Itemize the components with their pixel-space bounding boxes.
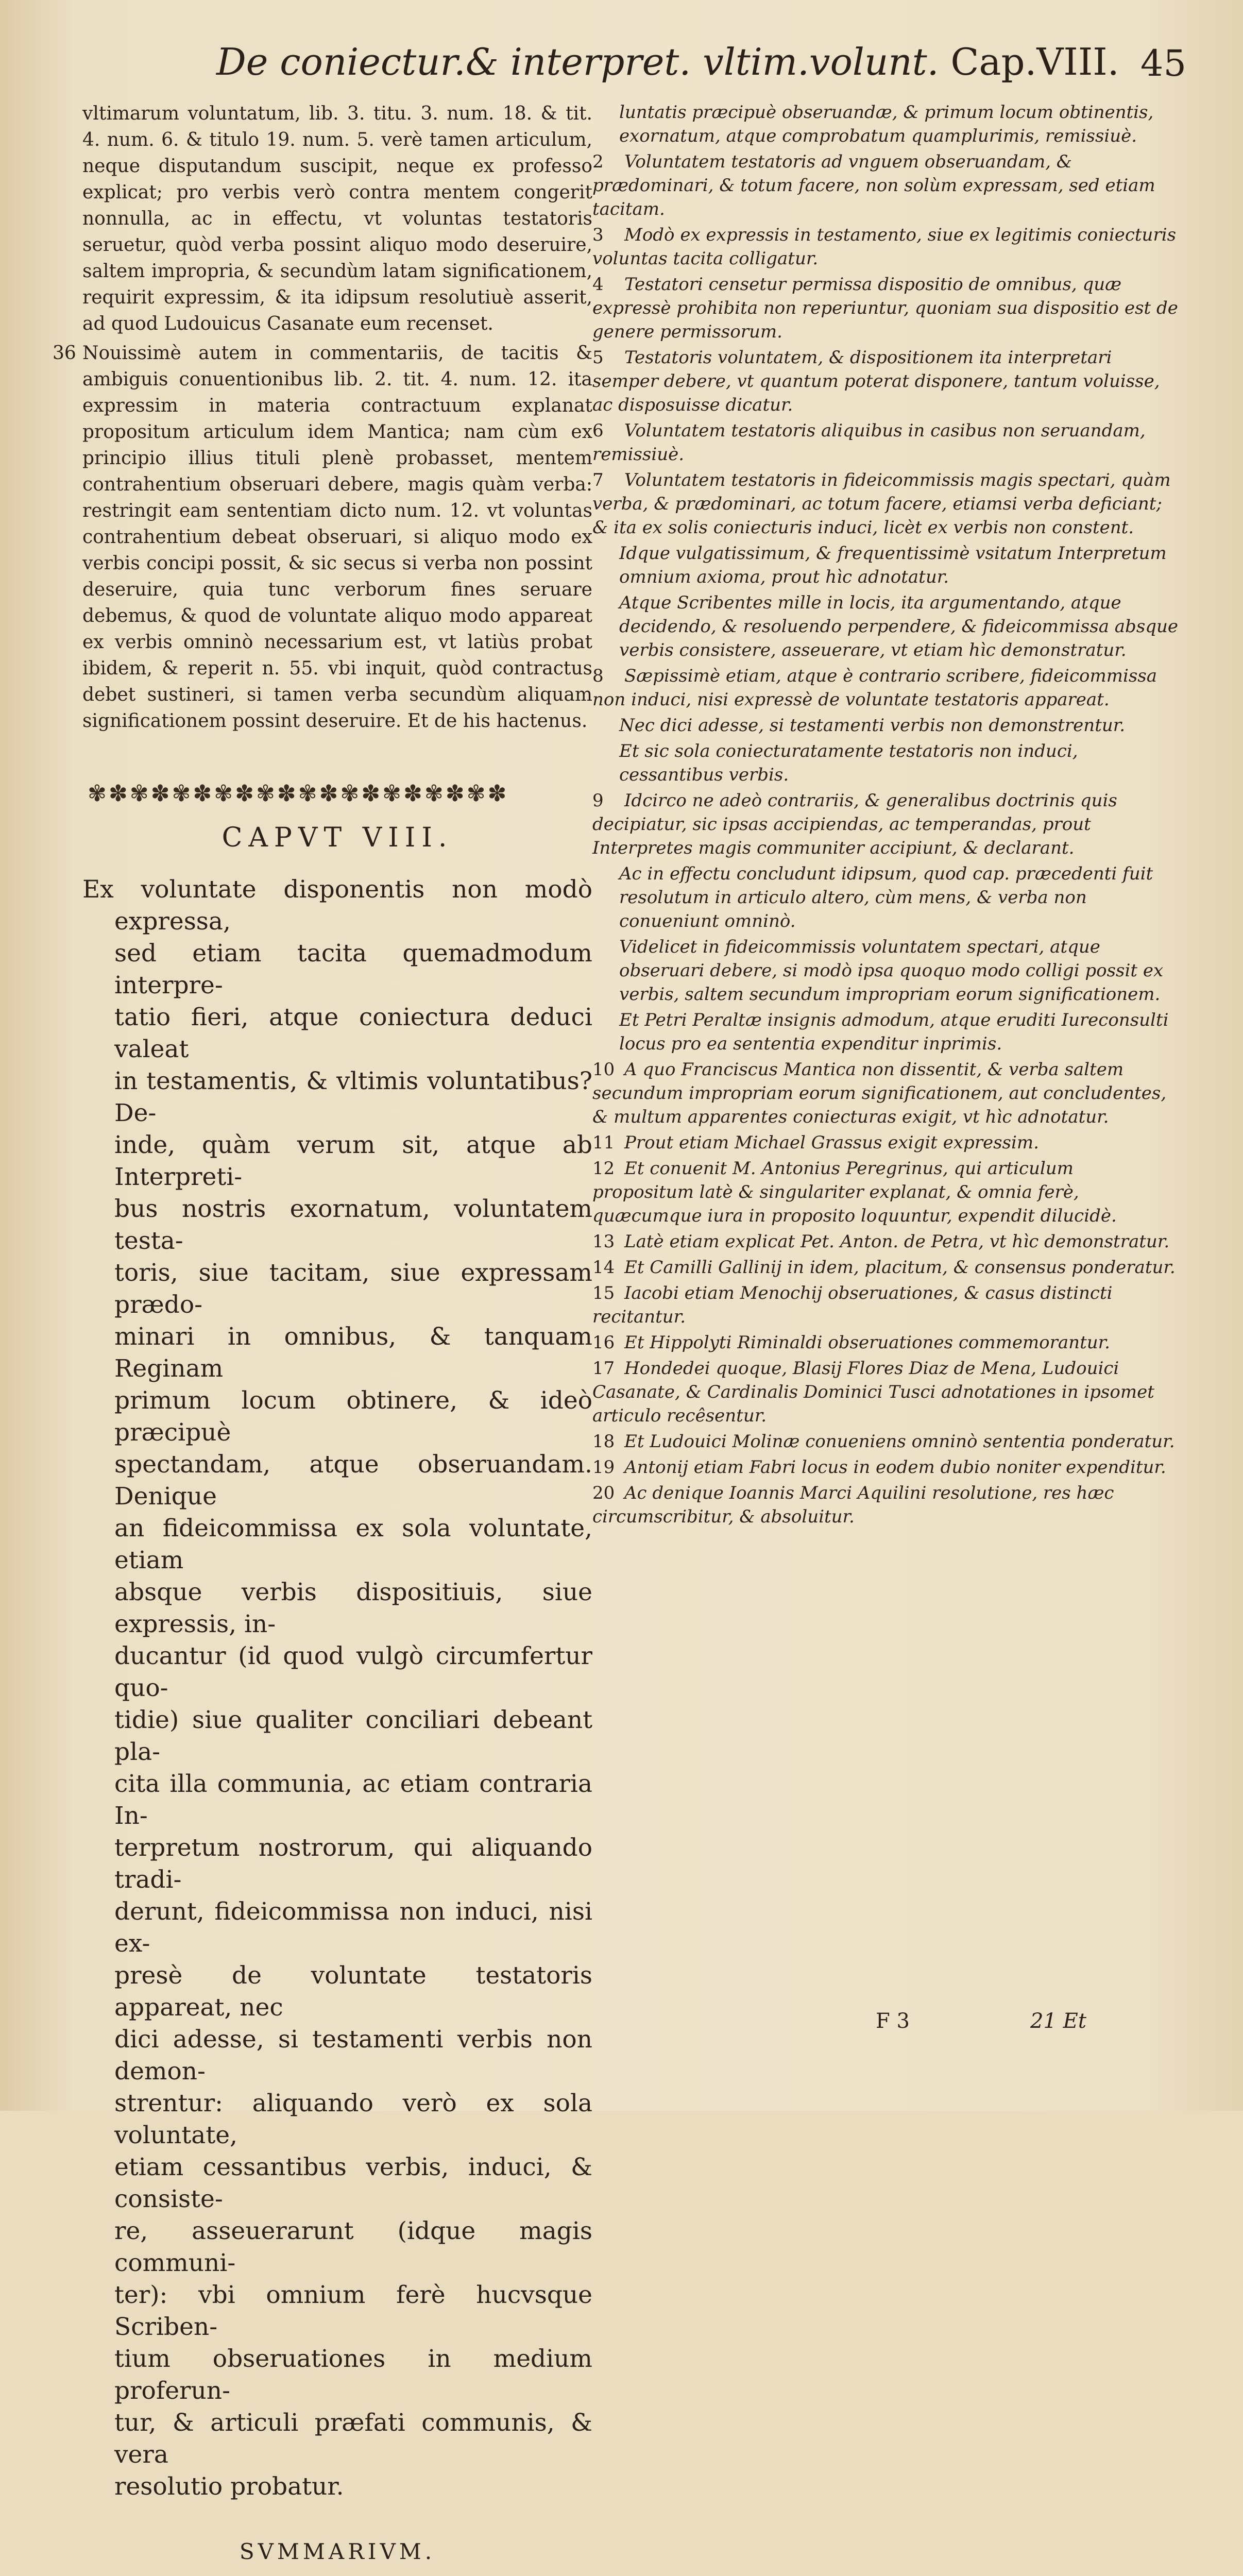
argument-line: presè de voluntate testatoris appareat, nec — [114, 1961, 592, 2022]
summary-item — [592, 1357, 1180, 1428]
summary-item-number: 9 — [592, 790, 604, 811]
summary-item — [592, 1455, 1180, 1479]
summary-item-text: A quo Franciscus Mantica non dissentit, & verba saltem secundum impropriam eorum significationem, aut concludentes, & multum apparentes coniecturas exigit, vt hìc adnotatur. — [592, 1059, 1167, 1127]
summary-item-text: Sæpissimè etiam, atque è contrario scribere, fideicommissa non induci, nisi expressè de voluntate testatoris appareat. — [592, 666, 1157, 710]
argument-line: tium obseruationes in medium proferun- — [114, 2345, 592, 2405]
argument-line: Ex voluntate disponentis non modò expressa, — [82, 875, 592, 936]
summary-item-text: Et conuenit M. Antonius Peregrinus, qui articulum propositum latè & singulariter explanat, & omnia ferè, quæcumque iura in proposito loquuntur, expendit dilucidè. — [592, 1158, 1117, 1226]
summary-item-number: 12 — [592, 1158, 615, 1179]
argument-line: minari in omnibus, & tanquam Reginam — [114, 1323, 592, 1383]
running-header — [216, 40, 1119, 97]
summary-item-text: Voluntatem testatoris ad vnguem obseruandam, & prædominari, & totum facere, non solùm expressam, sed etiam tacitam. — [592, 151, 1155, 219]
summary-item-text: Modò ex expressis in testamento, siue ex legitimis coniecturis voluntas tacita colligatur. — [592, 225, 1177, 269]
summary-item — [592, 1131, 1180, 1155]
argument-line: tatio fieri, atque coniectura deduci valeat — [114, 1003, 592, 1063]
summary-item — [592, 789, 1180, 860]
summary-item — [592, 1281, 1180, 1329]
summary-item-text: Voluntatem testatoris aliquibus in casibus non seruandam, remissiuè. — [592, 420, 1146, 465]
summary-item-text: Et Petri Peraltæ insignis admodum, atque eruditi Iureconsulti locus pro ea sententia expenditur inprimis. — [619, 1010, 1169, 1054]
summary-item-number: 18 — [592, 1431, 615, 1452]
summary-item-number: 3 — [592, 225, 604, 245]
summary-item-number: 19 — [592, 1457, 615, 1478]
summary-item-number: 4 — [592, 274, 604, 295]
summary-item-text: Et sic sola coniecturatamente testatoris non induci, cessantibus verbis. — [619, 741, 1078, 785]
signature-mark: F 3 — [876, 2009, 910, 2033]
summary-item-text: Atque Scribentes mille in locis, ita argumentando, atque decidendo, & resoluendo perpendere, & fideicommissa absque verbis consistere, asseuerare, vt etiam hìc demonstratur. — [619, 592, 1179, 660]
summary-list-right — [592, 100, 1180, 1531]
summary-item — [592, 862, 1180, 933]
argument-line: bus nostris exornatum, voluntatem testa- — [114, 1195, 592, 1255]
summary-item — [592, 1331, 1180, 1354]
summary-item — [592, 419, 1180, 466]
argument-line: in testamentis, & vltimis voluntatibus? De- — [114, 1067, 592, 1127]
argument-line: resolutio probatur. — [114, 2472, 344, 2501]
summary-item-number: 2 — [592, 151, 604, 172]
summary-item-number: 13 — [592, 1231, 615, 1252]
summary-item — [592, 664, 1180, 711]
summary-item-number: 5 — [592, 347, 604, 368]
summary-item-text: Et Camilli Gallinij in idem, placitum, & consensus ponderatur. — [624, 1257, 1176, 1278]
argument-line: primum locum obtinere, & ideò præcipuè — [114, 1386, 592, 1447]
argument-line: derunt, fideicommissa non induci, nisi ex- — [114, 1897, 592, 1958]
summary-item — [592, 346, 1180, 417]
summary-item — [592, 739, 1180, 787]
summary-item — [592, 468, 1180, 539]
catchword: 21 Et — [1030, 2009, 1086, 2033]
summary-item-number: 11 — [592, 1132, 615, 1153]
argument-line: an fideicommissa ex sola voluntate, etiam — [114, 1514, 592, 1574]
decorative-ornament-band: ✾✽✾✽✾✽✾✽✾✽✾✽✾✽✾✽✾✽✾✽ — [88, 781, 509, 807]
summary-item — [592, 223, 1180, 270]
argument-line: ter): vbi omnium ferè hucvsque Scriben- — [114, 2281, 592, 2341]
argument-line: strentur: aliquando verò ex sola voluntate, — [114, 2089, 592, 2149]
paragraph-36 — [53, 340, 592, 734]
argument-line: etiam cessantibus verbis, induci, & consiste- — [114, 2153, 592, 2213]
summary-item — [592, 273, 1180, 344]
summary-item — [592, 150, 1180, 221]
summary-item-number: 10 — [592, 1059, 615, 1080]
summary-item — [592, 591, 1180, 662]
summary-item-number: 8 — [592, 666, 604, 686]
argument-line: dici adesse, si testamenti verbis non demon- — [114, 2025, 592, 2086]
summary-item-text: luntatis præcipuè obseruandæ, & primum locum obtinentis, exornatum, atque comprobatum quamplurimis, remissiuè. — [619, 102, 1154, 146]
summary-item-text: Ac in effectu concludunt idipsum, quod cap. præcedenti fuit resolutum in articulo altero, cùm mens, & verba non conueniunt omninò. — [619, 863, 1153, 931]
summary-item-text: Iacobi etiam Menochij obseruationes, & casus distincti recitantur. — [592, 1283, 1113, 1327]
paragraph-number: 36 — [53, 343, 76, 364]
summary-item-text: Testatori censetur permissa dispositio de omnibus, quæ expressè prohibita non reperiuntur, quoniam sua dispositio est de genere permissorum. — [592, 274, 1178, 342]
summary-item — [592, 100, 1180, 148]
summary-item-text: Prout etiam Michael Grassus exigit expressim. — [624, 1132, 1039, 1153]
summary-item — [592, 1256, 1180, 1279]
header-chapter: Cap.VIII. — [950, 40, 1119, 83]
left-column — [53, 100, 592, 2576]
argument-line: cita illa communia, ac etiam contraria In- — [114, 1770, 592, 1830]
argument-line: sed etiam tacita quemadmodum interpre- — [114, 939, 592, 999]
summary-item-text: Videlicet in fideicommissis voluntatem spectari, atque obseruari debere, si modò ipsa quoquo modo colligi possit ex verbis, saltem secundum impropriam eorum significationem. — [619, 937, 1164, 1005]
summary-item-text: Ac denique Ioannis Marci Aquilini resolutione, res hæc circumscribitur, & absoluitur. — [592, 1483, 1114, 1527]
paragraph-continuation: vltimarum voluntatum, lib. 3. titu. 3. num. 18. & tit. 4. num. 6. & titulo 19. num. 5. verè tamen articulum, neque disputandum suscipit, neque ex professo explicat; pro verbis verò contra mentem congerit nonnulla, ac in effectu, vt voluntas testatoris seruetur, quòd verba possint aliquo modo deseruire, saltem impropria, & secundùm latam significationem, requirit expressim, & ita idipsum resolutiuè asserit, ad quod Ludouicus Casanate eum recenset. — [82, 103, 592, 334]
summary-item — [592, 541, 1180, 589]
argument-line: absque verbis dispositiuis, siue expressis, in- — [114, 1578, 592, 1638]
summary-item-number: 6 — [592, 420, 604, 441]
summary-item-text: Idque vulgatissimum, & frequentissimè vsitatum Interpretum omnium axioma, prout hìc adnotatur. — [619, 543, 1167, 587]
summary-item-number: 15 — [592, 1283, 615, 1303]
summary-item — [592, 714, 1180, 737]
summary-item — [592, 1230, 1180, 1253]
argument-line: re, asseuerarunt (idque magis communi- — [114, 2217, 592, 2277]
summary-item — [592, 1430, 1180, 1453]
summary-item-text: Voluntatem testatoris in fideicommissis magis spectari, quàm verba, & prædominari, ac totum facere, etiamsi verba deficiant; & ita ex solis coniecturis induci, licèt ex verbis non constent. — [592, 470, 1171, 538]
argument-line: tur, & articuli præfati communis, & vera — [114, 2409, 592, 2469]
summary-item-text: Et Ludouici Molinæ conueniens omninò sententia ponderatur. — [624, 1431, 1175, 1452]
summary-item-text: Idcirco ne adeò contrariis, & generalibus doctrinis quis decipiatur, sic ipsas accipiendas, ac temperandas, prout Interpretes magis communiter accipiunt, & declarant. — [592, 790, 1117, 858]
summary-item-number: 16 — [592, 1332, 615, 1353]
summary-item-text: Hondedei quoque, Blasij Flores Diaz de Mena, Ludouici Casanate, & Cardinalis Dominici Tusci adnotationes in ipsomet articulo recêsentur. — [592, 1358, 1154, 1426]
summary-item — [592, 1058, 1180, 1129]
summary-item-text: Testatoris voluntatem, & dispositionem ita interpretari semper debere, vt quantum poterat disponere, tantum voluisse, ac disposuisse dicatur. — [592, 347, 1160, 415]
summary-item-text: Antonij etiam Fabri locus in eodem dubio noniter expenditur. — [624, 1457, 1166, 1478]
argument-line: toris, siue tacitam, siue expressam prædo- — [114, 1259, 592, 1319]
paragraph-36-text: Nouissimè autem in commentariis, de tacitis & ambiguis conuentionibus lib. 2. tit. 4. num. 12. ita expressim in materia contractuum explanat propositum articulum idem Mantica; nam cùm ex principio illius tituli plenè probasset, mentem contrahentium obseruari debere, magis quàm verba: restringit eam sententiam dicto num. 12. vt voluntas contrahentium debeat obseruari, si aliquo modo ex verbis concipi possit, & sic secus si verba non possint deseruire, quia tunc verborum fines seruare debemus, & quod de voluntate aliquo modo appareat ex verbis omninò necessarium est, vt latiùs probat ibidem, & reperit n. 55. vbi inquit, quòd contractus debet sustineri, si tamen verba secundùm aliquam significationem possint deseruire. Et de his hactenus. — [82, 343, 592, 732]
summary-item-number: 20 — [592, 1483, 615, 1503]
header-title: De coniectur.& interpret. vltim.volunt. — [216, 40, 939, 83]
chapter-argument — [82, 874, 592, 2503]
argument-line: ducantur (id quod vulgò circumfertur quo- — [114, 1642, 592, 1702]
summary-item — [592, 1008, 1180, 1056]
argument-line: terpretum nostrorum, qui aliquando tradi- — [114, 1834, 592, 1894]
summary-item — [592, 935, 1180, 1006]
argument-line: inde, quàm verum sit, atque ab Interpreti- — [114, 1131, 592, 1191]
summary-item-text: Et Hippolyti Riminaldi obseruationes commemorantur. — [624, 1332, 1110, 1353]
argument-line: spectandam, atque obseruandam. Denique — [114, 1450, 592, 1511]
chapter-heading: CAPVT VIII. — [222, 822, 453, 853]
summary-heading: SVMMARIVM. — [239, 2539, 436, 2564]
argument-line: tidie) siue qualiter conciliari debeant pla- — [114, 1706, 592, 1766]
summary-item-text: Nec dici adesse, si testamenti verbis non demonstrentur. — [619, 715, 1126, 736]
summary-item — [592, 1481, 1180, 1529]
summary-item-number: 7 — [592, 470, 604, 490]
summary-item-number: 17 — [592, 1358, 615, 1379]
summary-item — [592, 1157, 1180, 1228]
page-number: 45 — [1140, 42, 1186, 84]
summary-item-number: 14 — [592, 1257, 615, 1278]
summary-item-text: Latè etiam explicat Pet. Anton. de Petra, vt hìc demonstratur. — [624, 1231, 1170, 1252]
